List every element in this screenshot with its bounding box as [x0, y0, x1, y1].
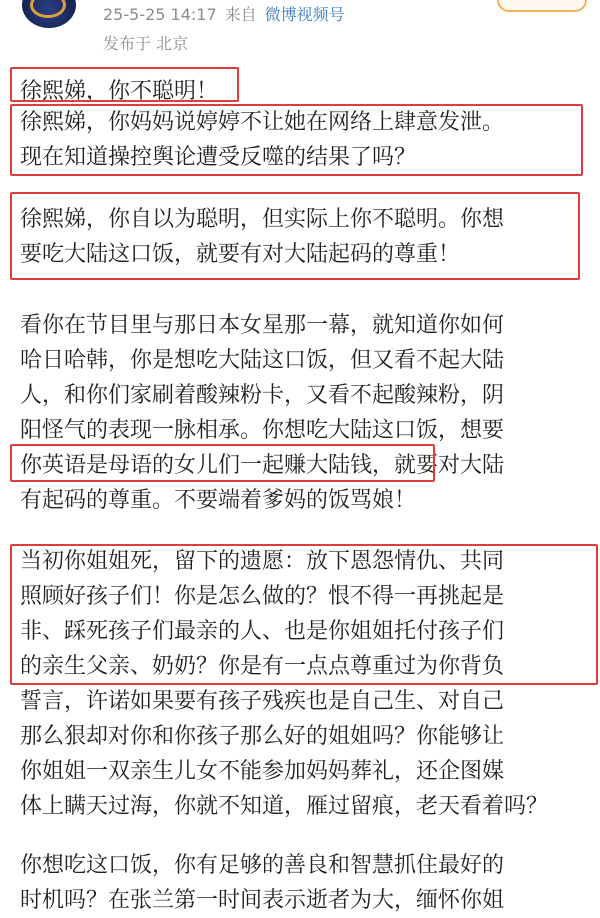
follow-button[interactable] [497, 0, 587, 12]
text-line: 当初你姐姐死，留下的遗愿：放下恩怨情仇、共同 [20, 549, 505, 574]
post-paragraph-2 [20, 105, 504, 175]
text-line: 你想吃这口饭，你有足够的善良和智慧抓住最好的 [20, 853, 505, 878]
user-avatar[interactable] [22, 0, 76, 28]
post-timestamp: 25-5-25 14:17 [103, 5, 217, 24]
text-line: 你英语是母语的女儿们一起赚大陆钱，就要对大陆 [20, 453, 505, 478]
text-line: 看你在节目里与那日本女星那一幕，就知道你如何 [20, 313, 505, 338]
text-line: 徐熙娣，你自以为聪明，但实际上你不聪明。你想 [20, 207, 505, 232]
post-meta [103, 4, 345, 26]
post-paragraph-3 [20, 202, 504, 272]
text-line: 要吃大陆这口饭，就要有对大陆起码的尊重！ [20, 242, 461, 267]
post-paragraph-6 [20, 848, 504, 918]
post-source-prefix: 来自 [224, 5, 257, 24]
text-line: 那么狠却对你和你孩子那么好的姐姐吗？你能够让 [20, 724, 505, 749]
text-line: 阳怪气的表现一脉相承。你想吃大陆这口饭，想要 [20, 418, 505, 443]
text-line: 现在知道操控舆论遭受反噬的结果了吗？ [20, 145, 417, 170]
text-line: 有起码的尊重。不要端着爹妈的饭骂娘！ [20, 488, 417, 513]
text-line: 的亲生父亲、奶奶？你是有一点点尊重过为你背负 [20, 654, 505, 679]
post-paragraph-1 [20, 74, 218, 109]
avatar-emblem [30, 0, 66, 18]
post-location: 发布于 北京 [103, 34, 189, 53]
text-line: 时机吗？在张兰第一时间表示逝者为大，缅怀你姐 [20, 888, 505, 913]
text-line: 誓言，许诺如果要有孩子残疾也是自己生、对自己 [20, 689, 505, 714]
text-line: 徐熙娣，你不聪明！ [20, 79, 219, 104]
post-paragraph-5 [20, 544, 548, 824]
text-line: 哈日哈韩，你是想吃大陆这口饭，但又看不起大陆 [20, 348, 505, 373]
text-line: 你姐姐一双亲生儿女不能参加妈妈葬礼，还企图媒 [20, 759, 505, 784]
post-source-app-link[interactable]: 微博视频号 [264, 5, 345, 24]
text-line: 徐熙娣，你妈妈说婷婷不让她在网络上肆意发泄。 [20, 110, 505, 135]
post-paragraph-4 [20, 308, 504, 518]
text-line: 非、踩死孩子们最亲的人、也是你姐姐托付孩子们 [20, 619, 505, 644]
text-line: 体上瞒天过海，你就不知道，雁过留痕，老天看着吗？ [20, 794, 549, 819]
text-line: 人，和你们家刷着酸辣粉卡，又看不起酸辣粉，阴 [20, 383, 505, 408]
text-line: 照顾好孩子们！你是怎么做的？恨不得一再挑起是 [20, 584, 505, 609]
